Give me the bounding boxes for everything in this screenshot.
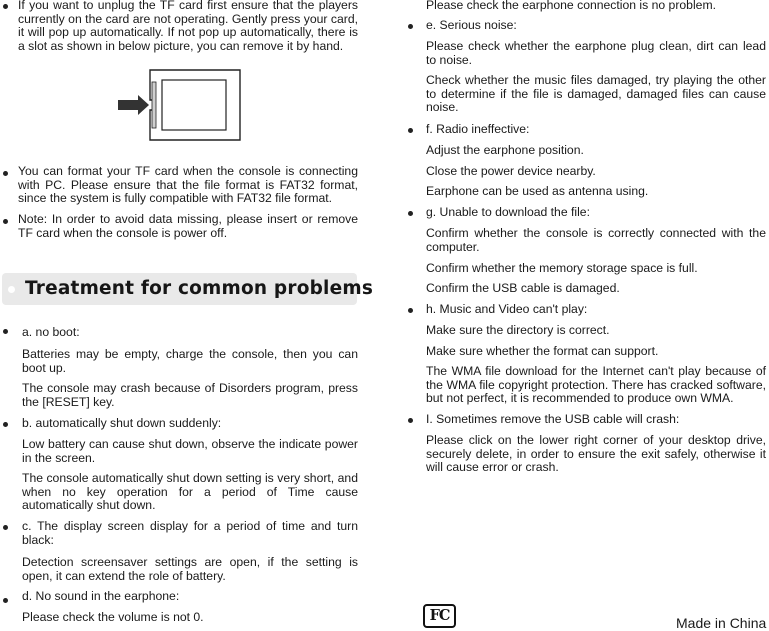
- bullet-icon: [408, 211, 413, 216]
- bullet-icon: [3, 598, 8, 603]
- section-header: [2, 273, 374, 305]
- bullet-icon: [3, 329, 8, 334]
- bullet-icon: [408, 308, 413, 313]
- problem-line: Make sure the directory is correct.: [426, 323, 610, 337]
- problem-title: I. Sometimes remove the USB cable will crash:: [426, 412, 680, 426]
- fcc-logo-icon: FC: [423, 604, 456, 628]
- intro-paragraph-format: You can format your TF card when the console is connecting with PC. Please ensure that the file format is FAT32 format, since the system is fully compatible with FAT32 file format.: [18, 164, 358, 206]
- problem-line: Earphone can be used as antenna using.: [426, 184, 649, 198]
- problem-line: Please check the volume is not 0.: [22, 610, 204, 624]
- problem-title: a. no boot:: [22, 325, 80, 339]
- bullet-icon: [408, 128, 413, 133]
- problem-line: The WMA file download for the Internet can't play because of the WMA file copyright protection. There has cracked software, but not perfect, it is recommended to produce own WMA.: [426, 364, 766, 406]
- problem-line: Confirm the USB cable is damaged.: [426, 281, 620, 295]
- section-title: Treatment for common problems: [25, 278, 374, 299]
- bullet-icon: [408, 24, 413, 29]
- bullet-icon: [3, 4, 8, 9]
- problem-title: b. automatically shut down suddenly:: [22, 416, 222, 430]
- bullet-icon: [3, 525, 8, 530]
- problem-line: The console automatically shut down setting is very short, and when no key operation for a period of Time cause automatically shut down.: [22, 471, 358, 513]
- bullet-icon: [408, 418, 413, 423]
- problem-line: Batteries may be empty, charge the console, then you can boot up.: [22, 347, 358, 375]
- intro-paragraph-unplug: If you want to unplug the TF card first ensure that the players currently on the card are not operating. Gently press your card, it will pop up automatically. If not pop up automatically, there is a slot as shown in below picture, you can remove it by hand.: [18, 0, 358, 53]
- tf-card-slot-illustration: [116, 68, 246, 142]
- problem-title: g. Unable to download the file:: [426, 205, 590, 219]
- problem-line: The console may crash because of Disorders program, press the [RESET] key.: [22, 381, 358, 409]
- made-in-label: Made in China: [676, 615, 767, 631]
- problem-title: h. Music and Video can't play:: [426, 302, 588, 316]
- continuation-line: Please check the earphone connection is no problem.: [426, 0, 716, 12]
- problem-title: f. Radio ineffective:: [426, 122, 530, 136]
- problem-line: Confirm whether the console is correctly connected with the computer.: [426, 226, 766, 254]
- problem-line: Check whether the music files damaged, try playing the other to determine if the file is damaged, damaged files can cause noise.: [426, 73, 766, 115]
- problem-line: Low battery can cause shut down, observe the indicate power in the screen.: [22, 437, 358, 465]
- bullet-icon: [3, 171, 8, 176]
- header-dot-icon: [8, 286, 15, 293]
- problem-title: d. No sound in the earphone:: [22, 589, 180, 603]
- problem-line: Close the power device nearby.: [426, 164, 596, 178]
- problem-line: Make sure whether the format can support.: [426, 344, 659, 358]
- problem-line: Please click on the lower right corner of your desktop drive, securely delete, in order to ensure the exit safely, otherwise it will cause error or crash.: [426, 433, 766, 475]
- bullet-icon: [3, 422, 8, 427]
- intro-paragraph-note: Note: In order to avoid data missing, please insert or remove TF card when the console is power off.: [18, 212, 358, 240]
- problem-line: Confirm whether the memory storage space is full.: [426, 261, 698, 275]
- problem-line: Please check whether the earphone plug clean, dirt can lead to noise.: [426, 39, 766, 67]
- problem-line: Detection screensaver settings are open, if the setting is open, it can extend the role of battery.: [22, 555, 358, 583]
- problem-line: Adjust the earphone position.: [426, 143, 584, 157]
- problem-title: e. Serious noise:: [426, 18, 517, 32]
- problem-title: c. The display screen display for a period of time and turn black:: [22, 519, 358, 547]
- bullet-icon: [3, 219, 8, 224]
